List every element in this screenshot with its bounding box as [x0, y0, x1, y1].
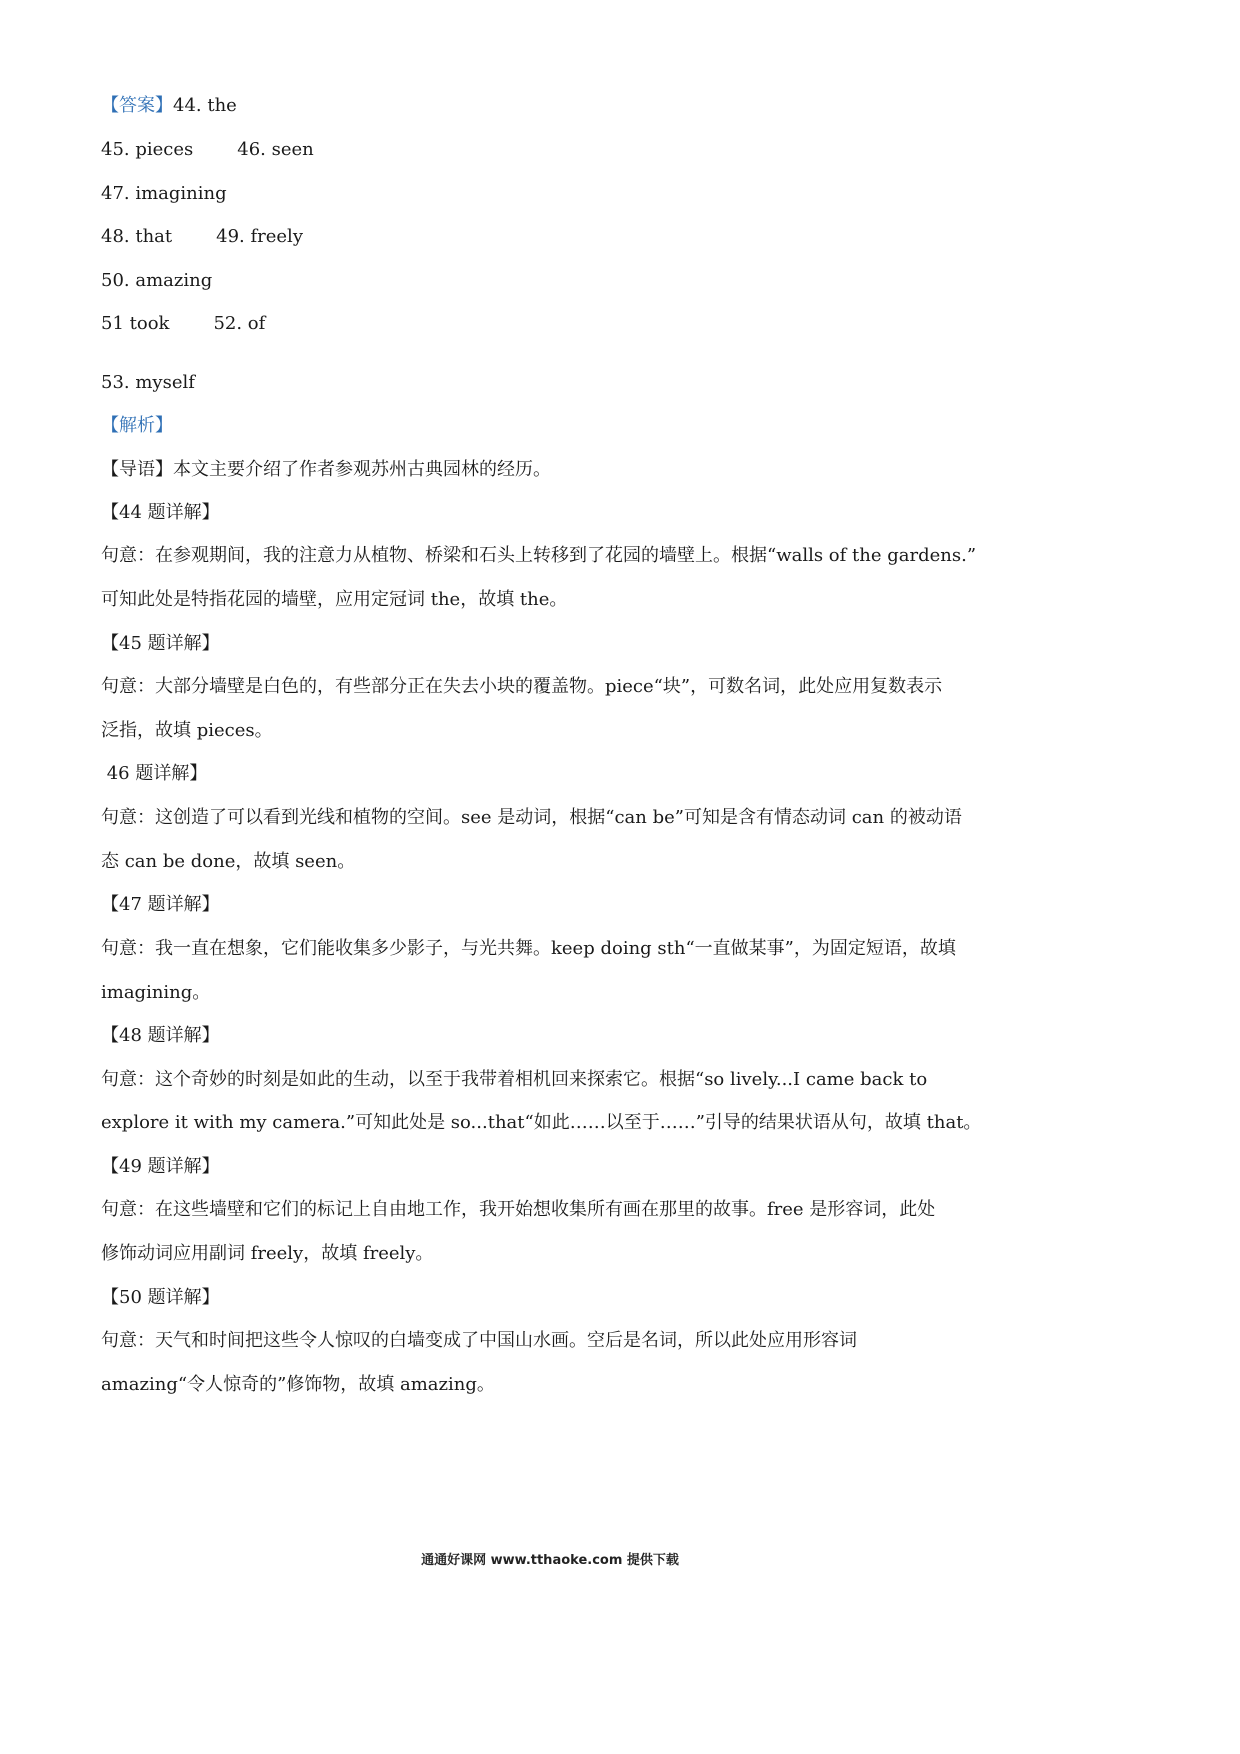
- q50-line2: amazing“令人惊奇的”修饰物，故填 amazing。: [101, 1374, 495, 1395]
- answer-47: 47. imagining: [101, 183, 227, 204]
- answer-46: 46. seen: [237, 139, 314, 160]
- answer-row-48-49: [101, 228, 303, 246]
- analysis-label: 【解析】: [101, 415, 173, 436]
- answer-row-44: [101, 97, 237, 115]
- page-footer: 通通好课网 www.tthaoke.com 提供下载: [421, 1553, 679, 1568]
- answer-49: 49. freely: [216, 226, 303, 247]
- q46-line2: 态 can be done，故填 seen。: [101, 851, 356, 872]
- q49-line1: 句意：在这些墙壁和它们的标记上自由地工作，我开始想收集所有画在那里的故事。free 是形容词，此处: [101, 1199, 936, 1220]
- q50-line1: 句意：天气和时间把这些令人惊叹的白墙变成了中国山水画。空后是名词，所以此处应用形容词: [101, 1330, 857, 1351]
- answer-52: 52. of: [213, 313, 266, 334]
- q45-line2: 泛指，故填 pieces。: [101, 720, 273, 741]
- q46-line1: 句意：这创造了可以看到光线和植物的空间。see 是动词，根据“can be”可知是含有情态动词 can 的被动语: [101, 807, 962, 828]
- q48-heading: 【48 题详解】: [101, 1025, 220, 1046]
- answer-row-51-52: [101, 315, 265, 333]
- q48-line2: explore it with my camera.”可知此处是 so...that“如此……以至于……”引导的结果状语从句，故填 that。: [101, 1112, 982, 1133]
- q45-heading: 【45 题详解】: [101, 633, 220, 654]
- q48-line1: 句意：这个奇妙的时刻是如此的生动，以至于我带着相机回来探索它。根据“so lively...I came back to: [101, 1069, 928, 1090]
- analysis-intro: 【导语】本文主要介绍了作者参观苏州古典园林的经历。: [101, 459, 551, 480]
- q46-heading: 46 题详解】: [101, 763, 208, 784]
- q45-line1: 句意：大部分墙壁是白色的，有些部分正在失去小块的覆盖物。piece“块”，可数名词，此处应用复数表示: [101, 676, 943, 697]
- answer-48: 48. that: [101, 226, 173, 247]
- q49-heading: 【49 题详解】: [101, 1156, 220, 1177]
- q49-line2: 修饰动词应用副词 freely，故填 freely。: [101, 1243, 434, 1264]
- q44-heading: 【44 题详解】: [101, 502, 220, 523]
- q47-line1: 句意：我一直在想象，它们能收集多少影子，与光共舞。keep doing sth“一直做某事”，为固定短语，故填: [101, 938, 956, 959]
- q47-heading: 【47 题详解】: [101, 894, 220, 915]
- q44-line2: 可知此处是特指花园的墙壁，应用定冠词 the，故填 the。: [101, 589, 568, 610]
- answer-45: 45. pieces: [101, 139, 194, 160]
- answer-51: 51 took: [101, 313, 170, 334]
- answer-label: 【答案】: [101, 95, 173, 116]
- answer-50: 50. amazing: [101, 270, 213, 291]
- answer-53: 53. myself: [101, 372, 195, 393]
- q44-line1: 句意：在参观期间，我的注意力从植物、桥梁和石头上转移到了花园的墙壁上。根据“walls of the gardens.”: [101, 545, 977, 566]
- q50-heading: 【50 题详解】: [101, 1287, 220, 1308]
- q47-line2: imagining。: [101, 982, 211, 1003]
- answer-row-45-46: [101, 141, 314, 159]
- answer-44: 44. the: [173, 95, 237, 116]
